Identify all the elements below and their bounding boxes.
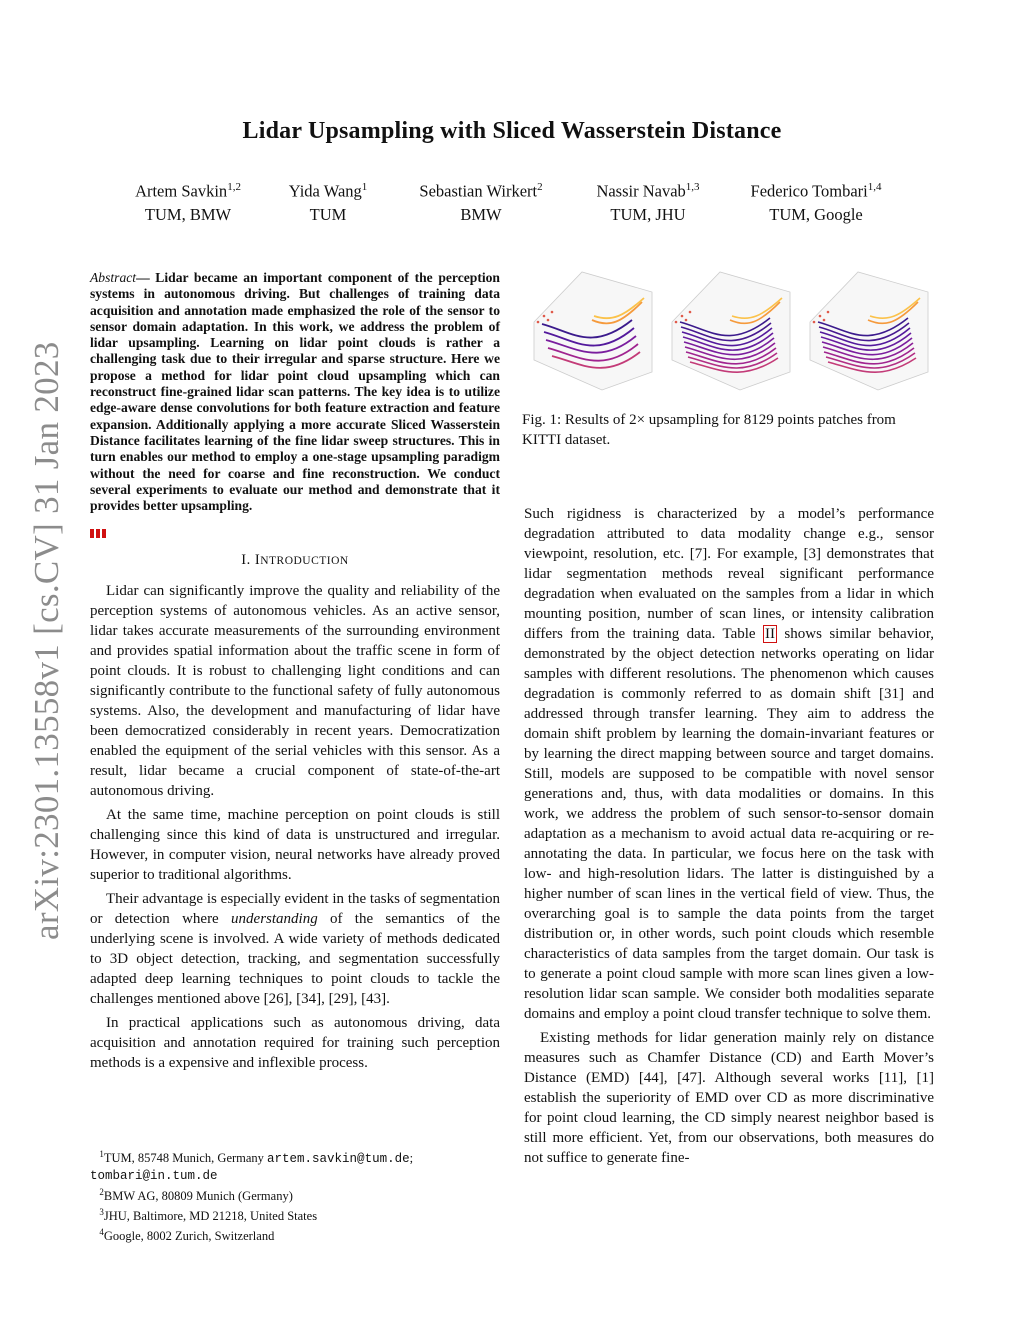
text-run: Their advantage is especially evident in the tasks of segmentation or detection where (90, 891, 500, 928)
author-5 (732, 176, 900, 226)
footnotes (90, 1146, 500, 1245)
author-sup: 1,2 (227, 181, 241, 193)
author-sup: 1,3 (685, 181, 700, 193)
author-3 (390, 176, 572, 226)
footnote-2: $^2$BMW AG, 80809 Munich (Germany) (99, 1187, 293, 1204)
footnote-text: BMW AG, 80809 Munich (Germany) (103, 1189, 293, 1204)
footnote-text: Google, 8002 Zurich, Switzerland (103, 1229, 275, 1244)
author-sup: 1,4 (867, 181, 882, 193)
author-sup: 2 (537, 181, 543, 193)
text-run: shows similar behavior, demonstrated by the object detection networks operating on lidar samples with different resolutions. The phenomenon which causes degradation is commonly referred to as domain shift [31] and addressed through transfer learning. They aim to address the domain shift problem by learning the domain-invariant features or by learning the direct mapping between source and target domains. Still, models are supposed to be compatible with novel sensor generations and, thus, with data modalities or domains. In this work, we address the problem of such sensor-to-sensor domain adaptation as a mechanism to avoid actual data re-acquiring or re-annotating the data. In particular, we focus here on the task with low- and high-resolution lidars. The latter is distinguished by a higher number of scan lines in the vertical field of view. Thus, the overarching goal is to sample the data points from the target distribution or, in other words, such point clouds which resemble characteristics of data samples from the target domain. Our task is to generate a point cloud sample with more scan lines given a low-resolution lidar scan sample. We consider both modalities separate domains and employ a point cloud transfer technique to solve them. (524, 626, 935, 1022)
arxiv-identifier: arXiv:2301.13558v1 [cs.CV] 31 Jan 2023 (27, 341, 66, 940)
author-name: Federico Tombari (750, 181, 868, 201)
section-initial: I (254, 552, 261, 569)
body-paragraph (524, 504, 934, 1024)
body-paragraph: At the same time, machine perception on point clouds is still challenging since this kind of data is unstructured and irregular. However, in computer vision, neural networks have already proved superior to traditional algorithms. (90, 807, 500, 884)
author-name: Nassir Navab (596, 181, 686, 201)
footnote-4: $^4$Google, 8002 Zurich, Switzerland (99, 1227, 275, 1244)
author-4 (580, 176, 716, 226)
author-affiliation: TUM, JHU (610, 204, 686, 224)
email-link[interactable]: tombari@in.tum.de (90, 1169, 218, 1184)
abstract-lead: Abstract (90, 270, 137, 285)
author-name: Artem Savkin (135, 181, 228, 201)
link-icon[interactable] (96, 529, 100, 538)
figure-1 (522, 262, 934, 402)
link-icon[interactable] (90, 529, 94, 538)
email-link[interactable]: artem.savkin@tum.de (267, 1152, 410, 1167)
body-paragraph: In practical applications such as autonomous driving, data acquisition and annotation required for training such perception methods is a expensive and inflexible process. (90, 1015, 500, 1072)
author-name: Yida Wang (288, 181, 362, 201)
left-column (90, 270, 500, 1077)
footnote-separator: ; (409, 1151, 414, 1166)
point-cloud-panel-3 (810, 272, 928, 390)
footnote-text: TUM, 85748 Munich, Germany (103, 1151, 268, 1166)
author-name: Sebastian Wirkert (419, 181, 538, 201)
footnote-1: $^1$TUM, 85748 Munich, Germany artem.savkin@tum.de; tombari@in.tum.de (90, 1149, 414, 1184)
author-affiliation: TUM, BMW (144, 204, 232, 224)
table-reference-link[interactable]: II (765, 626, 775, 642)
author-affiliation: BMW (460, 204, 502, 224)
author-sup: 1 (361, 181, 368, 193)
author-affiliation: TUM, Google (769, 204, 863, 224)
body-paragraph (90, 889, 500, 1009)
text-run: Such rigidness is characterized by a model’s performance degradation attributed to data modality change e.g., sensor viewpoint, resolution, etc. [7]. For example, [3] demonstrates that lidar segmentation methods reveal significant performance degradation when evaluated on the samples from a lidar in which mounting position, number of scan lines, or intensity calibration differs from the training data. Table (524, 506, 934, 642)
right-column (524, 504, 934, 1172)
abstract (90, 270, 500, 514)
point-cloud-figure (522, 262, 934, 402)
author-block (90, 176, 934, 226)
abstract-text: — Lidar became an important component of the perception systems in autonomous driving. But challenges of training data acquisition and annotation made emphasized the role of the sensor to sensor domain adaptation. In this work, we address the problem of lidar upsampling. Learning on lidar point clouds is rather a challenging task due to their irregular and sparse structure. Here we propose a method for lidar point cloud upsampling which can reconstruct fine-grained lidar scan patterns. The key idea is to utilize edge-aware dense convolutions for both feature extraction and feature expansion. Additionally applying a more accurate Sliced Wasserstein Distance facilitates learning of the fine lidar sweep structures. This in turn enables our method to employ a one-stage upsampling paradigm without the need for coarse and fine reconstruction. We conduct several experiments to evaluate our method and demonstrate that it provides better upsampling. (90, 270, 500, 514)
section-title: NTRODUCTION (260, 555, 349, 568)
link-icons[interactable] (90, 524, 500, 536)
point-cloud-panel-1 (534, 272, 652, 390)
body-paragraph: Lidar can significantly improve the quality and reliability of the perception systems of autonomous vehicles. As an active sensor, lidar takes accurate measurements of the surrounding environment and provides spatial information about the traffic scene in form of point clouds. It is robust to challenging light conditions and can significantly contribute to the functional safety of fully autonomous systems. Also, the development and manufacturing of lidar have been democratized considerably in recent years. Democratization enabled the equipment of the serial vehicles with this sensor. As a result, lidar became a crucial component of state-of-the-art autonomous driving. (90, 583, 500, 800)
paper-title: Lidar Upsampling with Sliced Wasserstein Distance (242, 118, 782, 144)
section-number: I. (241, 552, 251, 569)
author-affiliation: TUM (309, 204, 347, 224)
point-cloud-panel-2 (672, 272, 790, 390)
body-paragraph: Existing methods for lidar generation mainly rely on distance measures such as Chamfer Distance (CD) and Earth Mover’s Distance (EMD) [44], [47]. Although several works [11], [1] establish the superiority of EMD over CD as more discriminative for point cloud learning, the CD simply nearest neighbor based is still more efficient. Yet, from our observations, both measures do not suffice to generate fine- (524, 1030, 934, 1166)
section-heading (90, 550, 500, 571)
figure-caption: Fig. 1: Results of 2× upsampling for 8129 points patches from KITTI dataset. (522, 412, 896, 448)
text-run: of the semantics of the underlying scene is involved. A wide variety of methods dedicated to 3D object detection, tracking, and segmentation successfully adapted deep learning techniques to point clouds to tackle the challenges mentioned above [26], [34], [29], [43]. (90, 911, 500, 1008)
link-icon[interactable] (102, 529, 106, 538)
emphasis: understanding (231, 911, 318, 928)
author-1 (90, 176, 286, 226)
footnote-text: JHU, Baltimore, MD 21218, United States (103, 1209, 318, 1224)
footnote-3: $^3$JHU, Baltimore, MD 21218, United States (99, 1207, 318, 1224)
author-2 (270, 176, 386, 226)
